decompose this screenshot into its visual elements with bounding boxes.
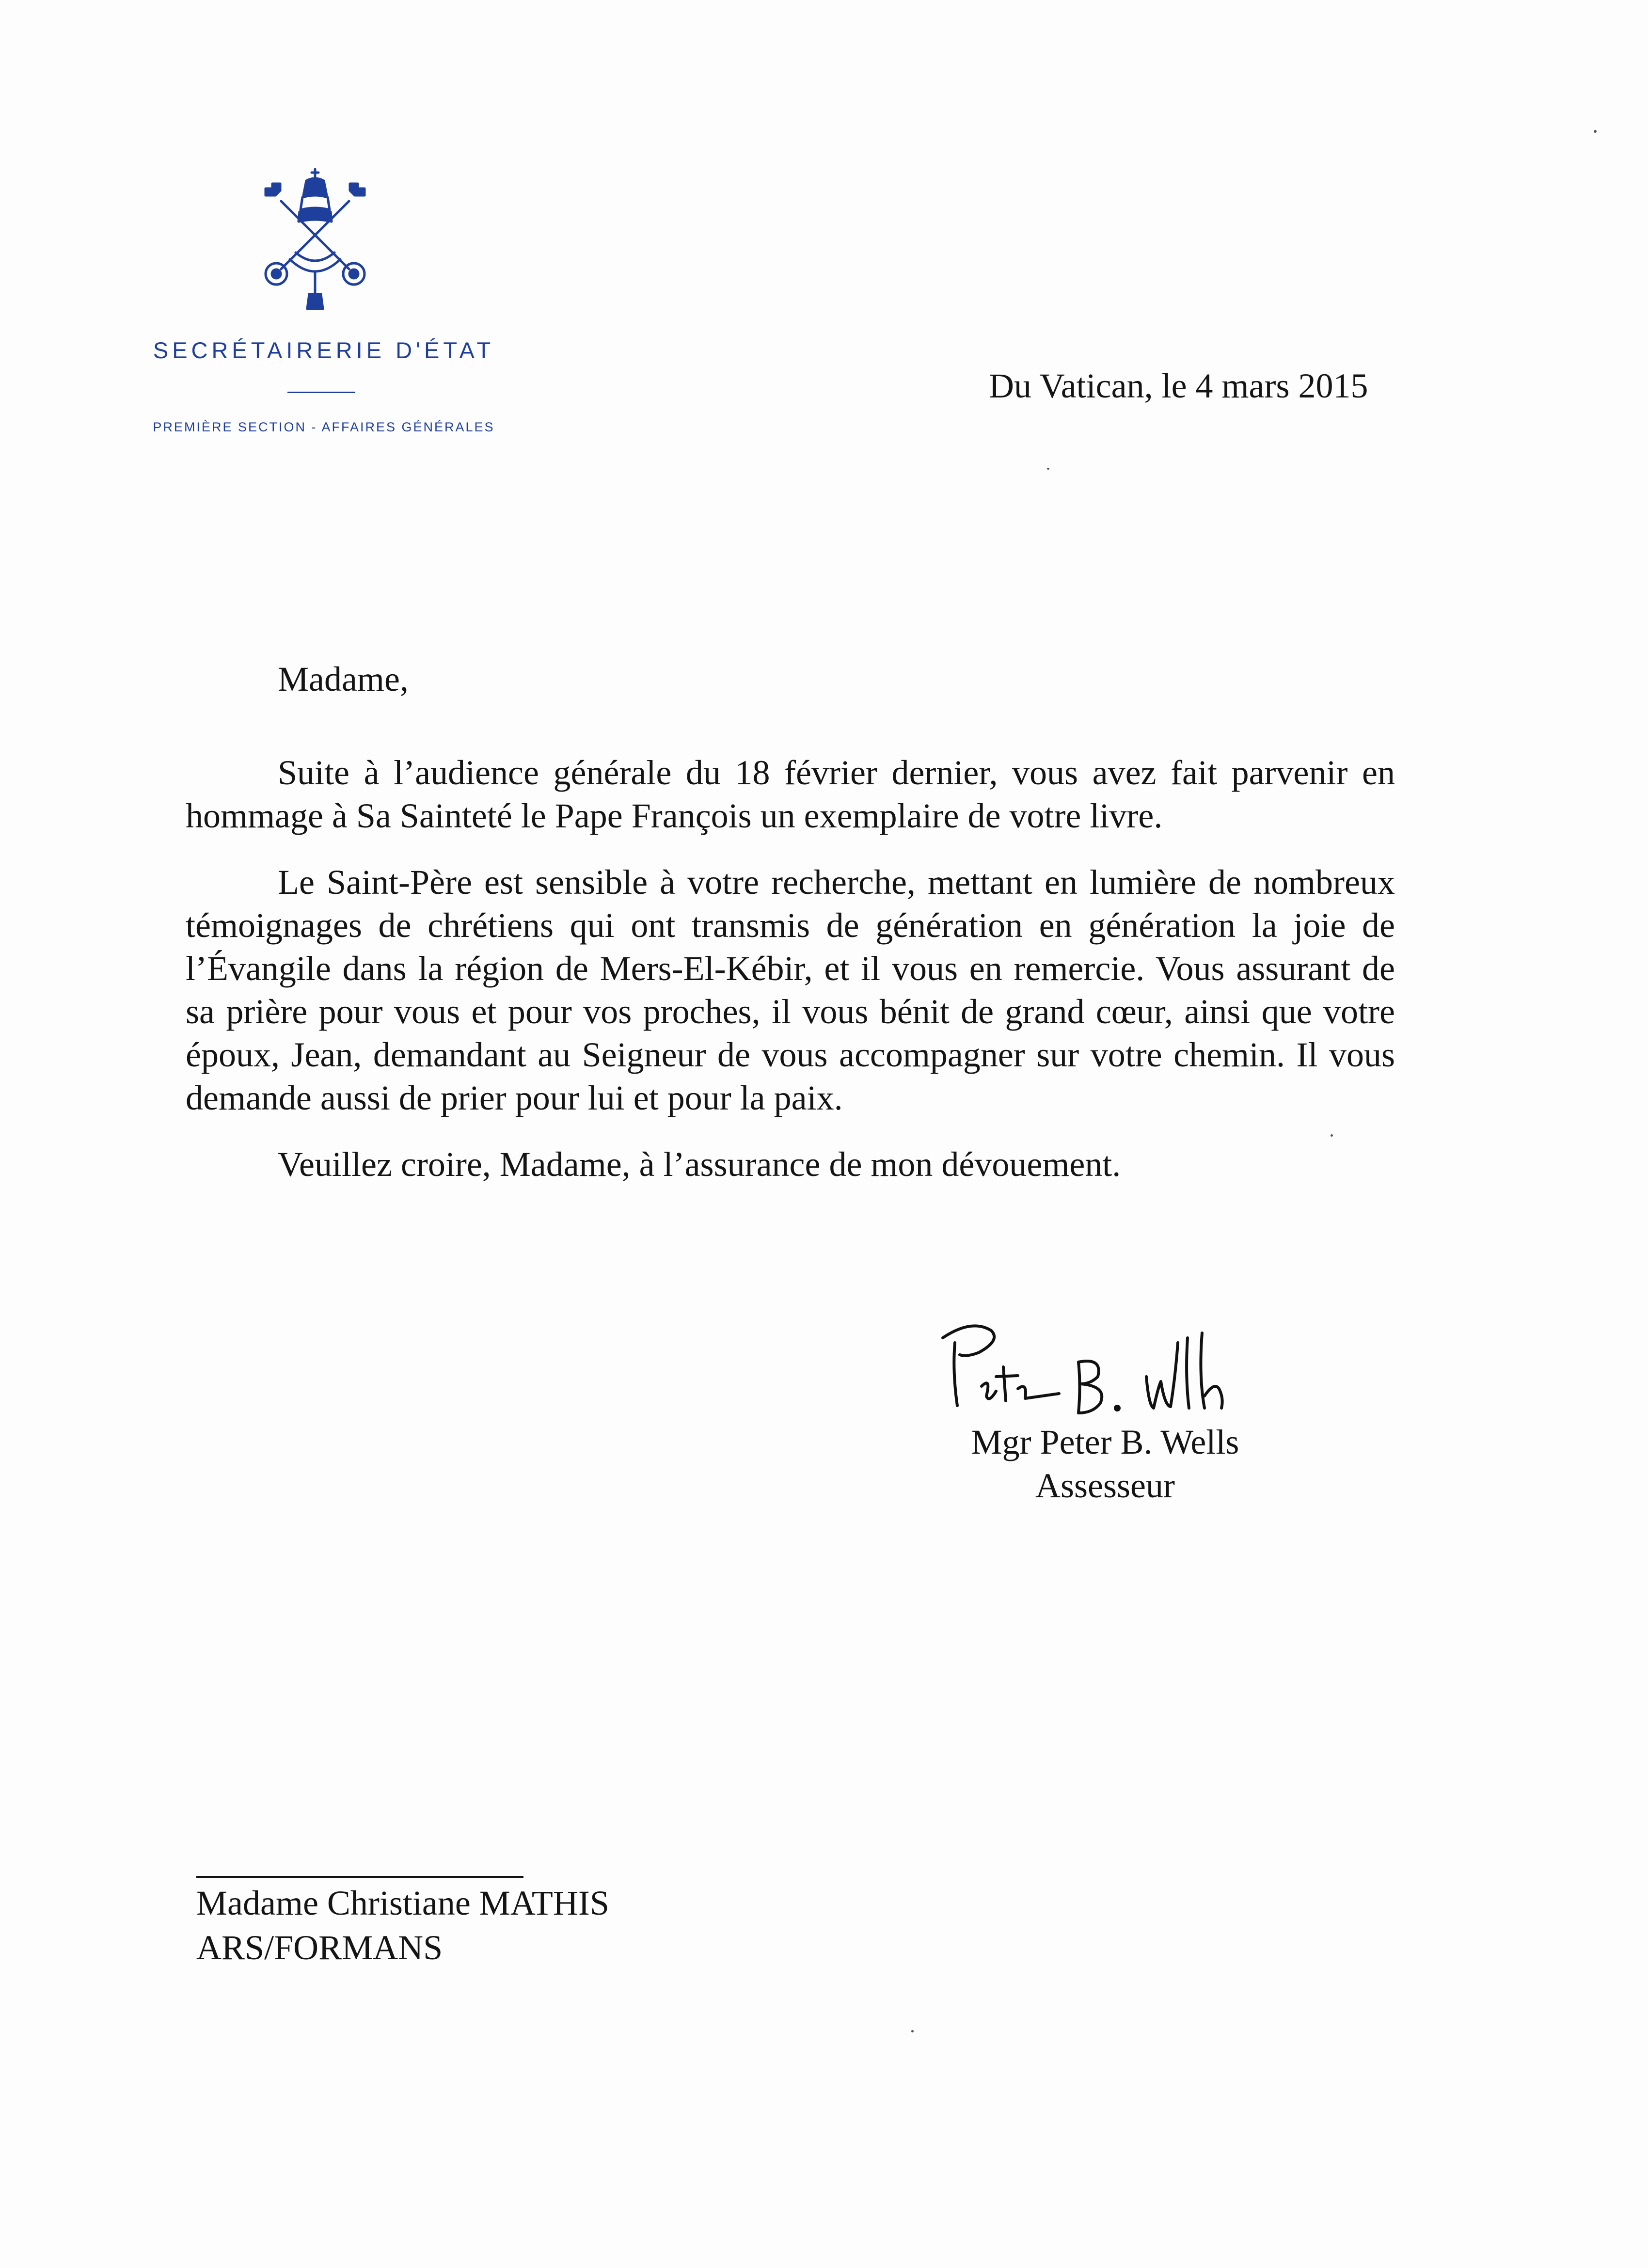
signer-name: Mgr Peter B. Wells [971,1423,1239,1461]
letter-body [186,751,1395,1209]
dateline: Du Vatican, le 4 mars 2015 [989,366,1368,405]
body-paragraph: Le Saint-Père est sensible à votre recherche, mettant en lumière de nombreux témoignages de chrétiens qui ont transmis de génération en génération la joie de l’Évangile dans la région de Mers-El-Kébir, et il vous en remercie. Vous assurant de sa prière pour vous et pour vos proches, il vous bénit de grand cœur, ainsi que votre époux, Jean, demandant au Seigneur de vous accompagner sur votre chemin. Il vous demande aussi de prier pour lui et pour la paix. [186,863,1395,1117]
scan-speck [1331,1134,1333,1137]
scan-speck [1594,130,1597,133]
section-name: PREMIÈRE SECTION - AFFAIRES GÉNÉRALES [153,420,495,434]
addressee-place: ARS/FORMANS [196,1928,443,1967]
office-name: SECRÉTAIRERIE D'ÉTAT [153,337,495,363]
signer-block [863,1420,1347,1507]
addressee-name: Madame Christiane MATHIS [196,1884,609,1922]
handwritten-signature [933,1304,1243,1420]
salutation: Madame, [278,660,409,698]
letterhead-divider [287,392,355,393]
scan-speck [1047,468,1049,470]
papal-keys-tiara-emblem-icon [247,167,383,313]
addressee-rule [196,1876,523,1878]
closing-paragraph: Veuillez croire, Madame, à l’assurance de mon dévouement. [278,1145,1121,1184]
scan-speck [911,2030,914,2032]
body-paragraph: Suite à l’audience générale du 18 février dernier, vous avez fait parvenir en hommage à Sa Sainteté le Pape François un exemplaire de votre livre. [186,753,1395,835]
addressee-block [196,1881,609,1970]
signer-title: Assesseur [1035,1466,1175,1505]
